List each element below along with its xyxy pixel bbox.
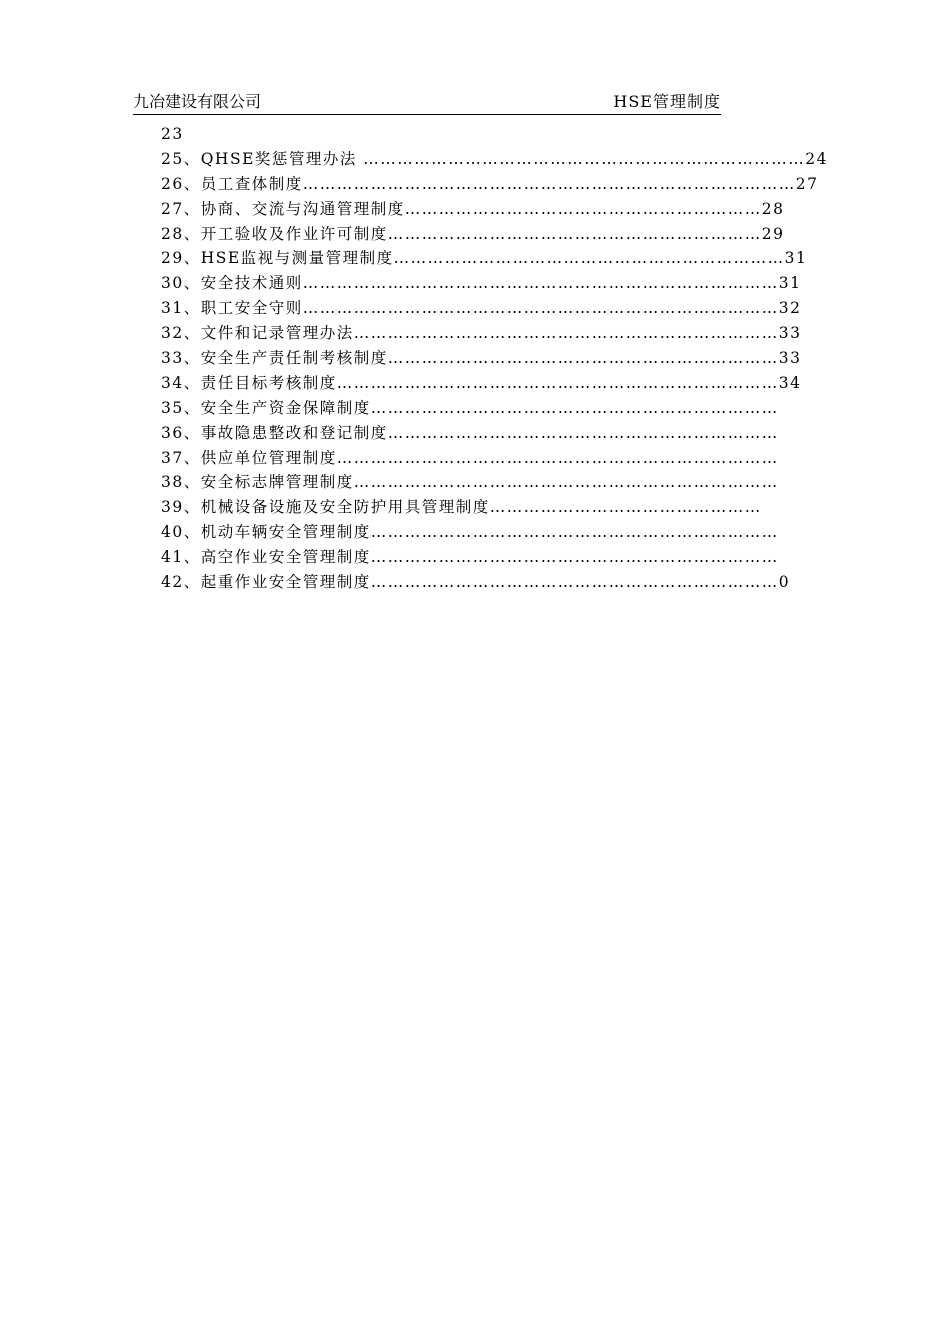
toc-entry[interactable]: 33、安全生产责任制考核制度……………………………………………………………33 — [161, 349, 802, 368]
toc-entry[interactable]: 37、供应单位管理制度…………………………………………………………………… — [161, 448, 779, 467]
toc-entry[interactable]: 32、文件和记录管理办法…………………………………………………………………33 — [161, 324, 802, 343]
toc-entry[interactable]: 42、起重作业安全管理制度………………………………………………………………0 — [161, 573, 791, 592]
toc-entry[interactable]: 29、HSE监视与测量管理制度……………………………………………………………31 — [161, 249, 808, 268]
toc-entry[interactable]: 31、职工安全守则…………………………………………………………………………32 — [161, 299, 802, 318]
document-title: HSE管理制度 — [613, 92, 721, 111]
toc-entry[interactable]: 28、开工验收及作业许可制度…………………………………………………………29 — [161, 224, 785, 243]
toc-entry[interactable]: 30、安全技术通则…………………………………………………………………………31 — [161, 274, 802, 293]
toc-entry[interactable]: 25、QHSE奖惩管理办法 ……………………………………………………………………24 — [161, 149, 829, 168]
toc-entry[interactable]: 40、机动车辆安全管理制度……………………………………………………………… — [161, 523, 779, 542]
toc-entry[interactable]: 23 — [161, 125, 184, 143]
toc-entry[interactable]: 36、事故隐患整改和登记制度…………………………………………………………… — [161, 423, 779, 442]
toc-entry[interactable]: 26、员工查体制度……………………………………………………………………………27 — [161, 174, 819, 193]
toc-entry[interactable]: 38、安全标志牌管理制度………………………………………………………………… — [161, 473, 779, 492]
toc-entry[interactable]: 41、高空作业安全管理制度……………………………………………………………… — [161, 548, 779, 567]
toc-entry[interactable]: 35、安全生产资金保障制度……………………………………………………………… — [161, 398, 779, 417]
company-name: 九冶建设有限公司 — [133, 92, 262, 111]
toc-entry[interactable]: 27、协商、交流与沟通管理制度………………………………………………………28 — [161, 199, 785, 218]
toc-entry[interactable]: 39、机械设备设施及安全防护用具管理制度………………………………………… — [161, 498, 762, 517]
toc-entry[interactable]: 34、责任目标考核制度……………………………………………………………………34 — [161, 373, 802, 392]
table-of-contents — [161, 122, 841, 595]
page-header — [133, 92, 721, 115]
